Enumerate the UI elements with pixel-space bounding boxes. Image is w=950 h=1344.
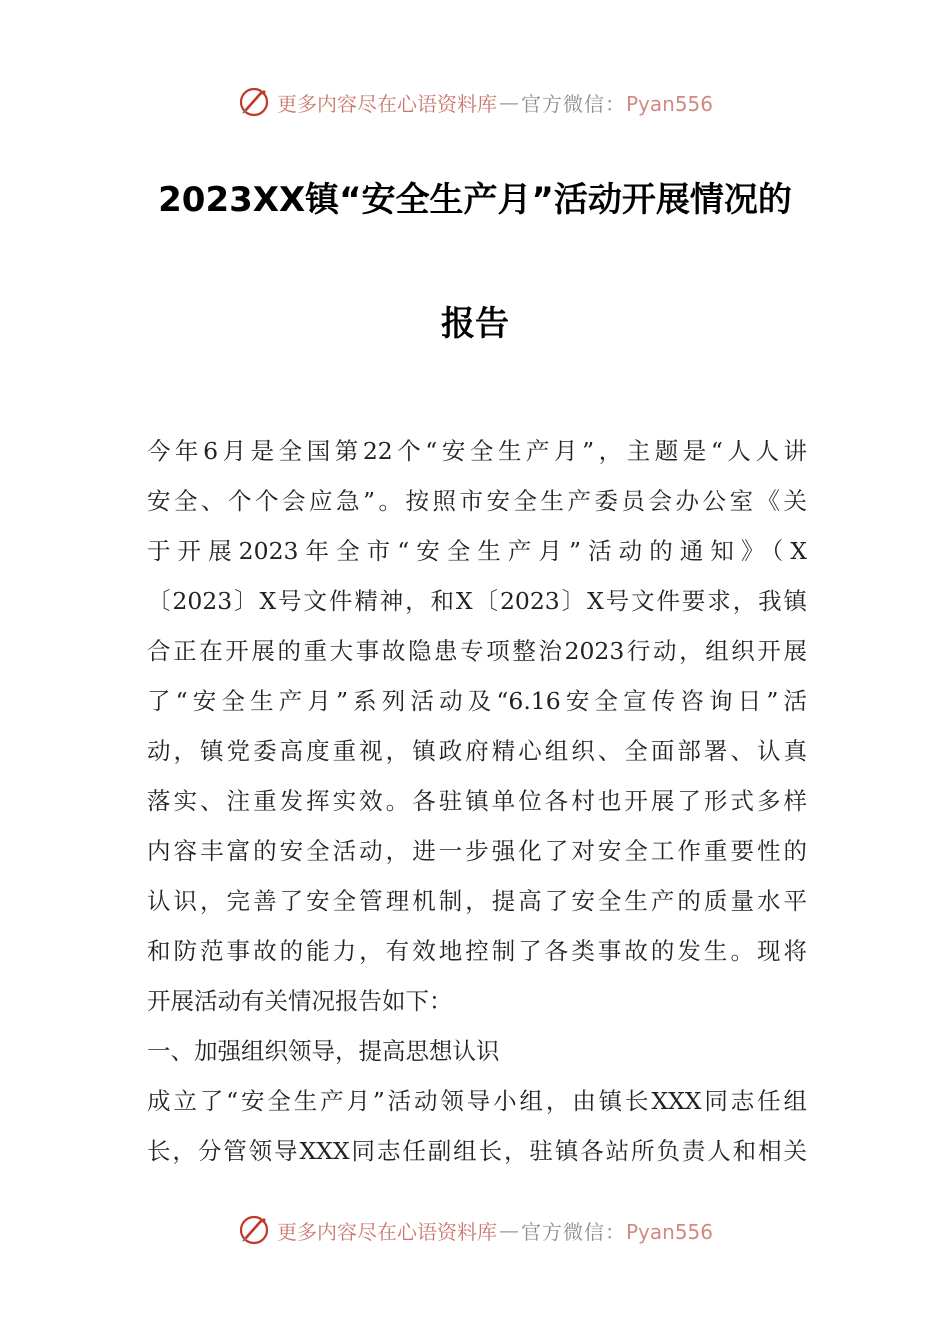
wechat-label: 官方微信： xyxy=(520,91,626,116)
wechat-id: Pyan556 xyxy=(625,1219,713,1244)
watermark-wechat xyxy=(521,88,713,117)
body-line: 〔2023〕X号文件精神，和X〔2023〕X号文件要求，我镇 xyxy=(147,587,807,615)
body-line: 开展活动有关情况报告如下： xyxy=(147,987,453,1015)
body-line: 成立了“安全生产月”活动领导小组，由镇长XXX同志任组 xyxy=(147,1087,807,1115)
watermark-dash: — xyxy=(498,90,519,114)
watermark-header xyxy=(0,82,950,122)
pen-logo-icon xyxy=(237,1213,271,1247)
body-line: 内容丰富的安全活动，进一步强化了对安全工作重要性的 xyxy=(147,837,807,865)
wechat-label: 官方微信： xyxy=(520,1219,626,1244)
body-line: 于开展2023年全市“安全生产月”活动的通知》（X xyxy=(147,537,807,565)
body-line: 长，分管领导XXX同志任副组长，驻镇各站所负责人和相关 xyxy=(147,1137,807,1165)
watermark-footer xyxy=(0,1210,950,1250)
watermark-wechat xyxy=(521,1216,713,1245)
watermark-dash: — xyxy=(498,1218,519,1242)
document-title-line-2: 报告 xyxy=(441,304,509,344)
wechat-id: Pyan556 xyxy=(625,91,713,116)
body-line: 合正在开展的重大事故隐患专项整治2023行动，组织开展 xyxy=(147,637,807,665)
body-line: 和防范事故的能力，有效地控制了各类事故的发生。现将 xyxy=(147,937,807,965)
document-title-line-1: 2023XX镇“安全生产月”活动开展情况的 xyxy=(158,180,792,220)
body-line: 落实、注重发挥实效。各驻镇单位各村也开展了形式多样 xyxy=(147,787,807,815)
body-line: 安全、个个会应急”。按照市安全生产委员会办公室《关 xyxy=(147,487,807,515)
body-line: 动，镇党委高度重视，镇政府精心组织、全面部署、认真 xyxy=(147,737,807,765)
body-line: 今年6月是全国第22个“安全生产月”，主题是“人人讲 xyxy=(147,437,807,465)
body-line: 了“安全生产月”系列活动及“6.16安全宣传咨询日”活 xyxy=(147,687,807,715)
document-body xyxy=(147,426,807,1176)
pen-logo-icon xyxy=(237,85,271,119)
watermark-text: 更多内容尽在心语资料库 xyxy=(276,91,497,116)
section-heading: 一、加强组织领导，提高思想认识 xyxy=(147,1037,500,1065)
watermark-text: 更多内容尽在心语资料库 xyxy=(276,1219,497,1244)
body-line: 认识，完善了安全管理机制，提高了安全生产的质量水平 xyxy=(147,887,807,915)
